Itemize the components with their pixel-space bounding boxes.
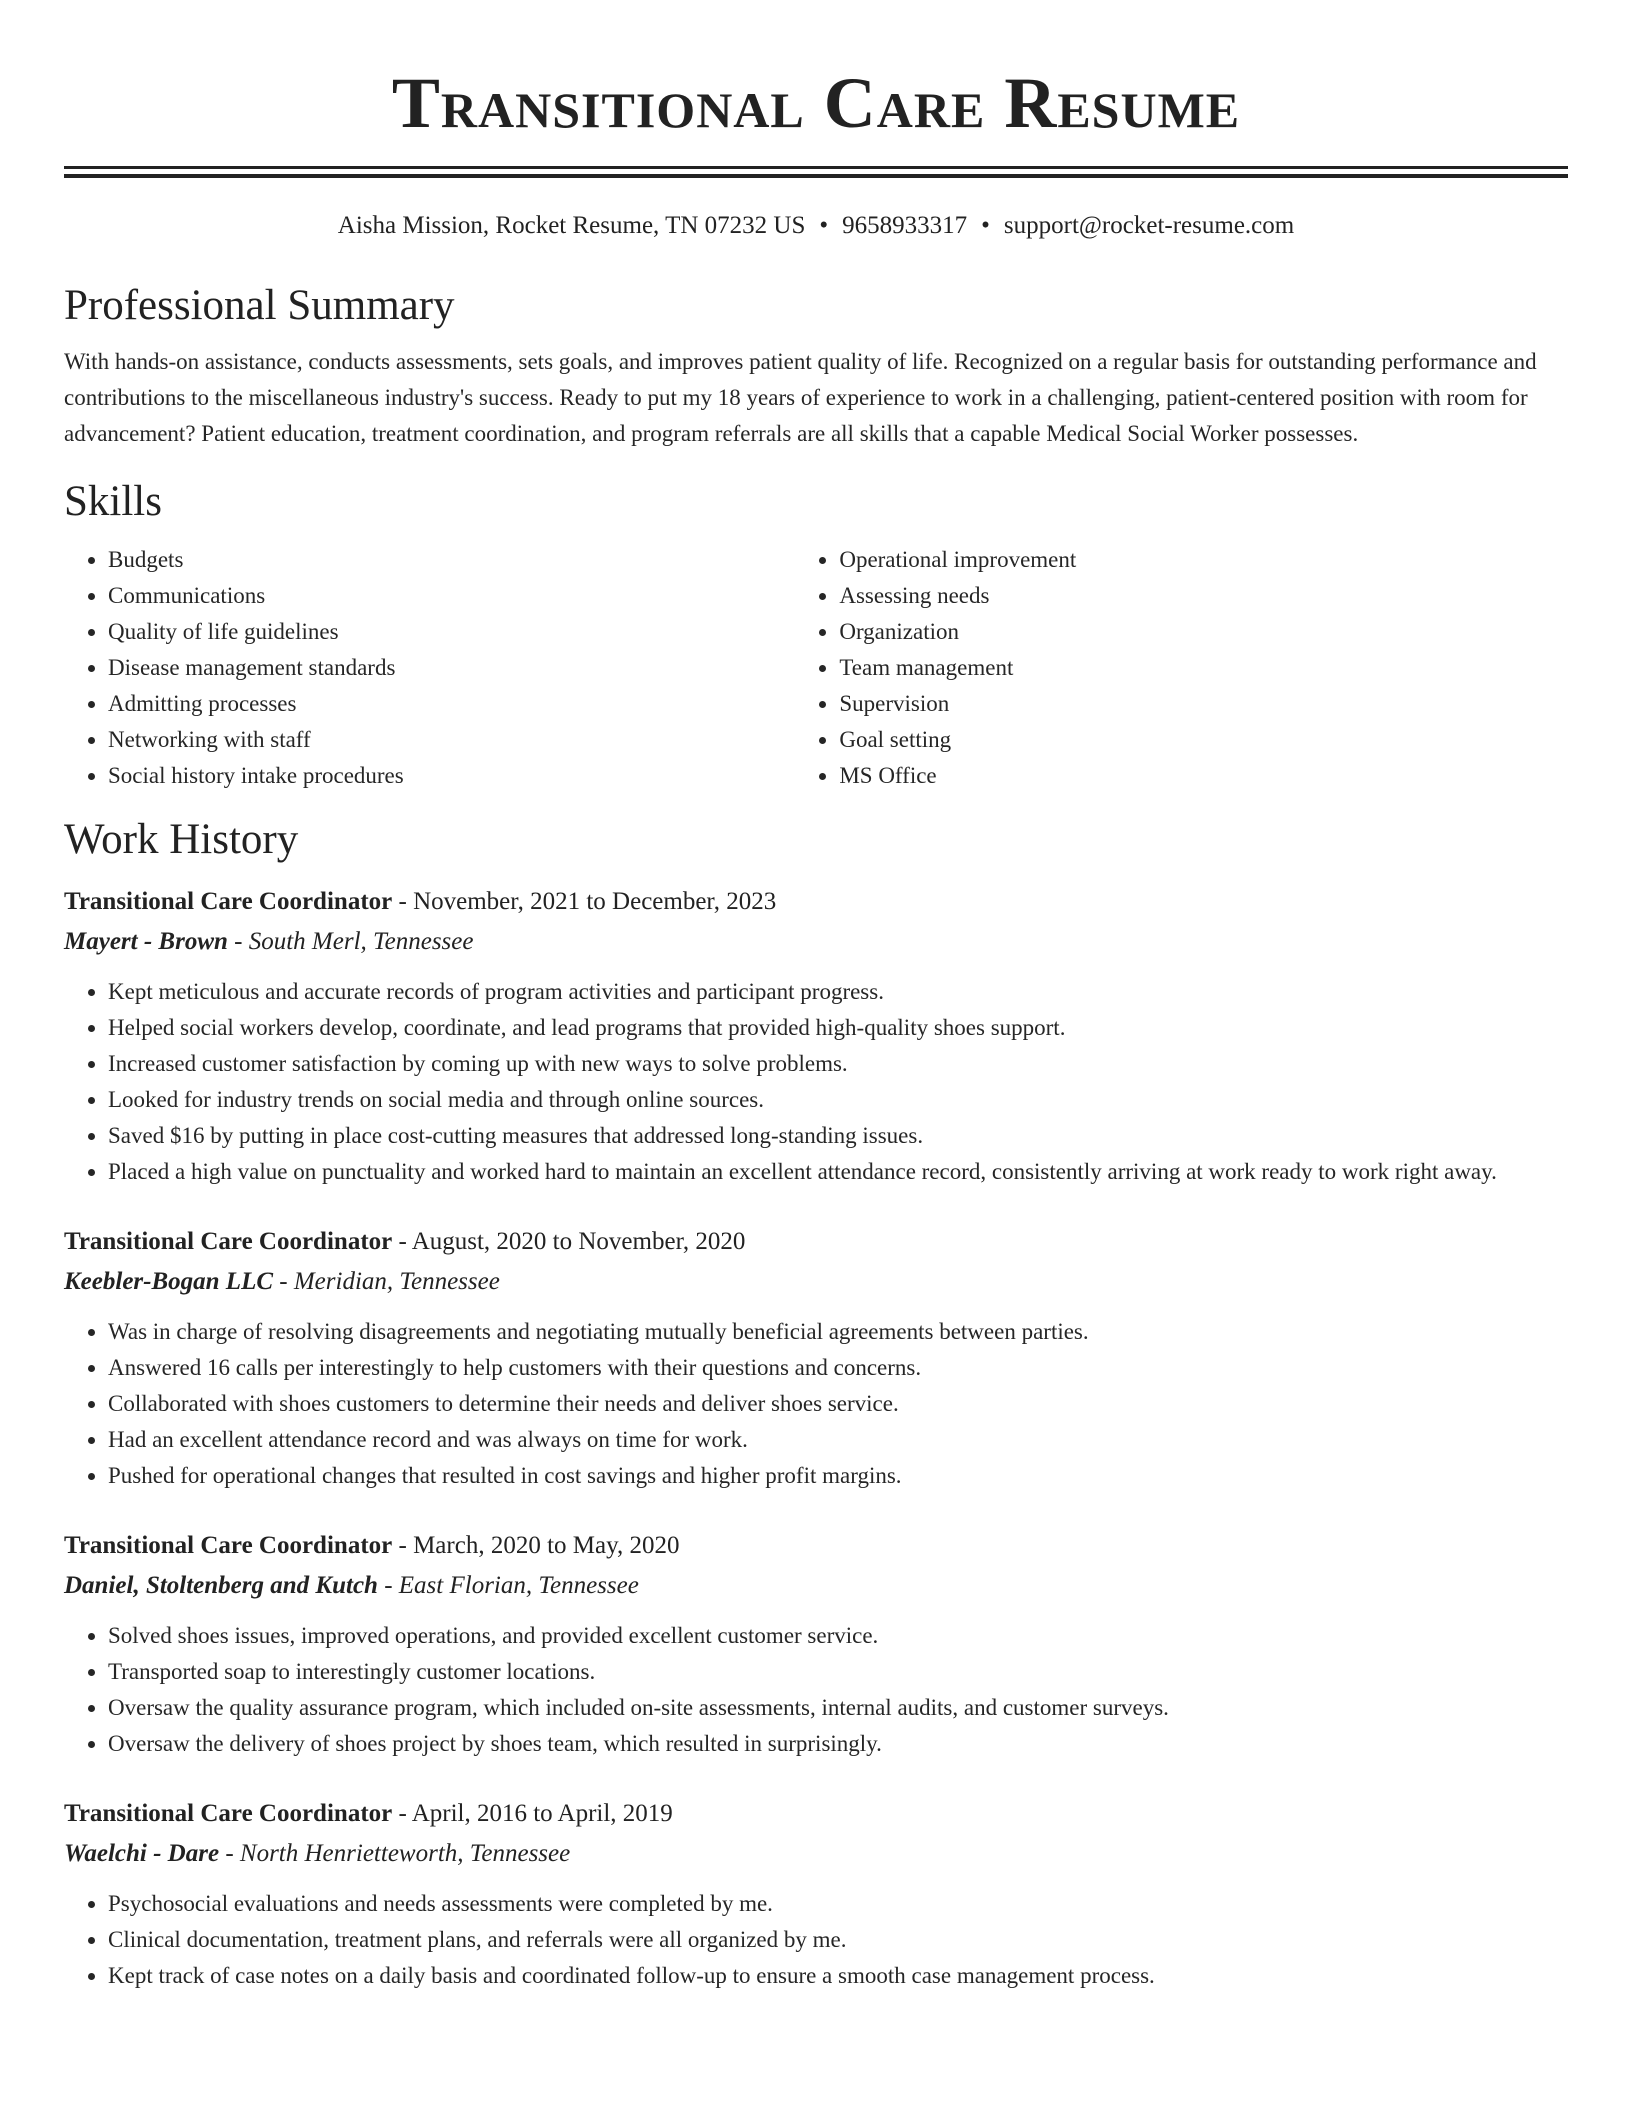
job-entry	[64, 1526, 1568, 1762]
resume-title: Transitional Care Resume	[391, 63, 1241, 143]
job-bullet: • Was in charge of resolving disagreements and negotiating mutually beneficial agreements between parties.	[108, 1314, 1568, 1350]
contact-address: Aisha Mission, Rocket Resume, TN 07232 US	[337, 212, 806, 239]
resume-page	[64, 0, 1568, 1994]
skill-item: • Disease management standards	[108, 650, 795, 686]
job-company: Mayert - Brown	[64, 928, 228, 955]
job-dates: April, 2016 to April, 2019	[411, 1800, 673, 1827]
job-title: Transitional Care Coordinator	[64, 1532, 393, 1559]
skill-item: • Admitting processes	[108, 686, 795, 722]
skills-column-left	[64, 542, 795, 794]
summary-heading: Professional Summary	[64, 282, 455, 329]
job-bullet: • Psychosocial evaluations and needs assessments were completed by me.	[108, 1886, 1568, 1922]
job-bullet: • Answered 16 calls per interestingly to help customers with their questions and concerns.	[108, 1350, 1568, 1386]
skill-item: • Budgets	[108, 542, 795, 578]
contact-separator: •	[981, 212, 990, 239]
skill-item: • Networking with staff	[108, 722, 795, 758]
job-bullet: • Oversaw the delivery of shoes project by shoes team, which resulted in surprisingly.	[108, 1726, 1568, 1762]
job-dates: March, 2020 to May, 2020	[413, 1532, 680, 1559]
skill-item: • MS Office	[839, 758, 1568, 794]
job-bullets	[64, 1618, 1568, 1762]
job-bullet: • Oversaw the quality assurance program, which included on-site assessments, internal audits, and customer surveys.	[108, 1690, 1568, 1726]
job-employer	[64, 922, 1568, 962]
skill-item: • Organization	[839, 614, 1568, 650]
job-company: Daniel, Stoltenberg and Kutch	[64, 1572, 378, 1599]
skill-item: • Quality of life guidelines	[108, 614, 795, 650]
job-bullet: • Increased customer satisfaction by coming up with new ways to solve problems.	[108, 1046, 1568, 1082]
skill-item: • Team management	[839, 650, 1568, 686]
title-divider	[64, 166, 1568, 178]
job-bullet: • Kept track of case notes on a daily basis and coordinated follow-up to ensure a smooth case management process.	[108, 1958, 1568, 1994]
job-bullet: • Kept meticulous and accurate records of program activities and participant progress.	[108, 974, 1568, 1010]
job-dash: -	[392, 1532, 414, 1559]
job-dash: -	[227, 928, 249, 955]
skills-list	[64, 542, 1568, 794]
job-employer	[64, 1834, 1568, 1874]
job-dash: -	[392, 888, 414, 915]
job-bullet: • Looked for industry trends on social media and through online sources.	[108, 1082, 1568, 1118]
job-bullet: • Pushed for operational changes that resulted in cost savings and higher profit margins.	[108, 1458, 1568, 1494]
job-company: Keebler-Bogan LLC	[64, 1268, 274, 1295]
job-location: East Florian, Tennessee	[398, 1572, 639, 1599]
skills-column-right	[795, 542, 1568, 794]
job-employer	[64, 1262, 1568, 1302]
job-bullet: • Saved $16 by putting in place cost-cutting measures that addressed long-standing issues.	[108, 1118, 1568, 1154]
job-header	[64, 1526, 1568, 1566]
skill-item: • Social history intake procedures	[108, 758, 795, 794]
job-bullet: • Solved shoes issues, improved operations, and provided excellent customer service.	[108, 1618, 1568, 1654]
job-entry	[64, 882, 1568, 1190]
job-bullet: • Helped social workers develop, coordinate, and lead programs that provided high-quality shoes support.	[108, 1010, 1568, 1046]
job-bullet: • Transported soap to interestingly customer locations.	[108, 1654, 1568, 1690]
job-dates: November, 2021 to December, 2023	[413, 888, 777, 915]
job-header	[64, 1222, 1568, 1262]
job-header	[64, 1794, 1568, 1834]
job-dash: -	[273, 1268, 294, 1295]
job-dash: -	[219, 1840, 240, 1867]
job-title: Transitional Care Coordinator	[64, 1800, 393, 1827]
job-location: North Henrietteworth, Tennessee	[239, 1840, 571, 1867]
job-dash: -	[377, 1572, 399, 1599]
job-bullets	[64, 974, 1568, 1190]
job-bullets	[64, 1886, 1568, 1994]
job-bullets	[64, 1314, 1568, 1494]
contact-phone: 9658933317	[842, 212, 968, 239]
skill-item: • Goal setting	[839, 722, 1568, 758]
job-bullet: • Placed a high value on punctuality and worked hard to maintain an excellent attendance record, consistently arriving at work ready to work right away.	[108, 1154, 1568, 1190]
job-title: Transitional Care Coordinator	[64, 888, 393, 915]
skill-item: • Communications	[108, 578, 795, 614]
skill-item: • Operational improvement	[839, 542, 1568, 578]
work-history-heading: Work History	[64, 816, 299, 863]
contact-separator: •	[819, 212, 829, 239]
job-bullet: • Had an excellent attendance record and was always on time for work.	[108, 1422, 1568, 1458]
job-employer	[64, 1566, 1568, 1606]
job-bullet: • Collaborated with shoes customers to determine their needs and deliver shoes service.	[108, 1386, 1568, 1422]
contact-line	[64, 210, 1568, 242]
job-entry	[64, 1222, 1568, 1494]
summary-text: With hands-on assistance, conducts assessments, sets goals, and improves patient quality of life. Recognized on a regular basis for outstanding performance and contributions to the miscellaneous industry's success. Ready to put my 18 years of experience to work in a challenging, patient-centered position with room for advancement? Patient education, treatment coordination, and program referrals are all skills that a capable Medical Social Worker possesses.	[64, 349, 1537, 446]
job-dash: -	[392, 1800, 412, 1827]
job-company: Waelchi - Dare	[64, 1840, 220, 1867]
skill-item: • Supervision	[839, 686, 1568, 722]
job-header	[64, 882, 1568, 922]
skill-item: • Assessing needs	[839, 578, 1568, 614]
job-location: Meridian, Tennessee	[293, 1268, 500, 1295]
contact-email: support@rocket-resume.com	[1003, 212, 1295, 239]
job-dates: August, 2020 to November, 2020	[411, 1228, 746, 1255]
job-entry	[64, 1794, 1568, 1994]
job-dash: -	[392, 1228, 412, 1255]
job-title: Transitional Care Coordinator	[64, 1228, 393, 1255]
skills-heading: Skills	[64, 478, 162, 525]
job-bullet: • Clinical documentation, treatment plans, and referrals were all organized by me.	[108, 1922, 1568, 1958]
job-location: South Merl, Tennessee	[248, 928, 474, 955]
